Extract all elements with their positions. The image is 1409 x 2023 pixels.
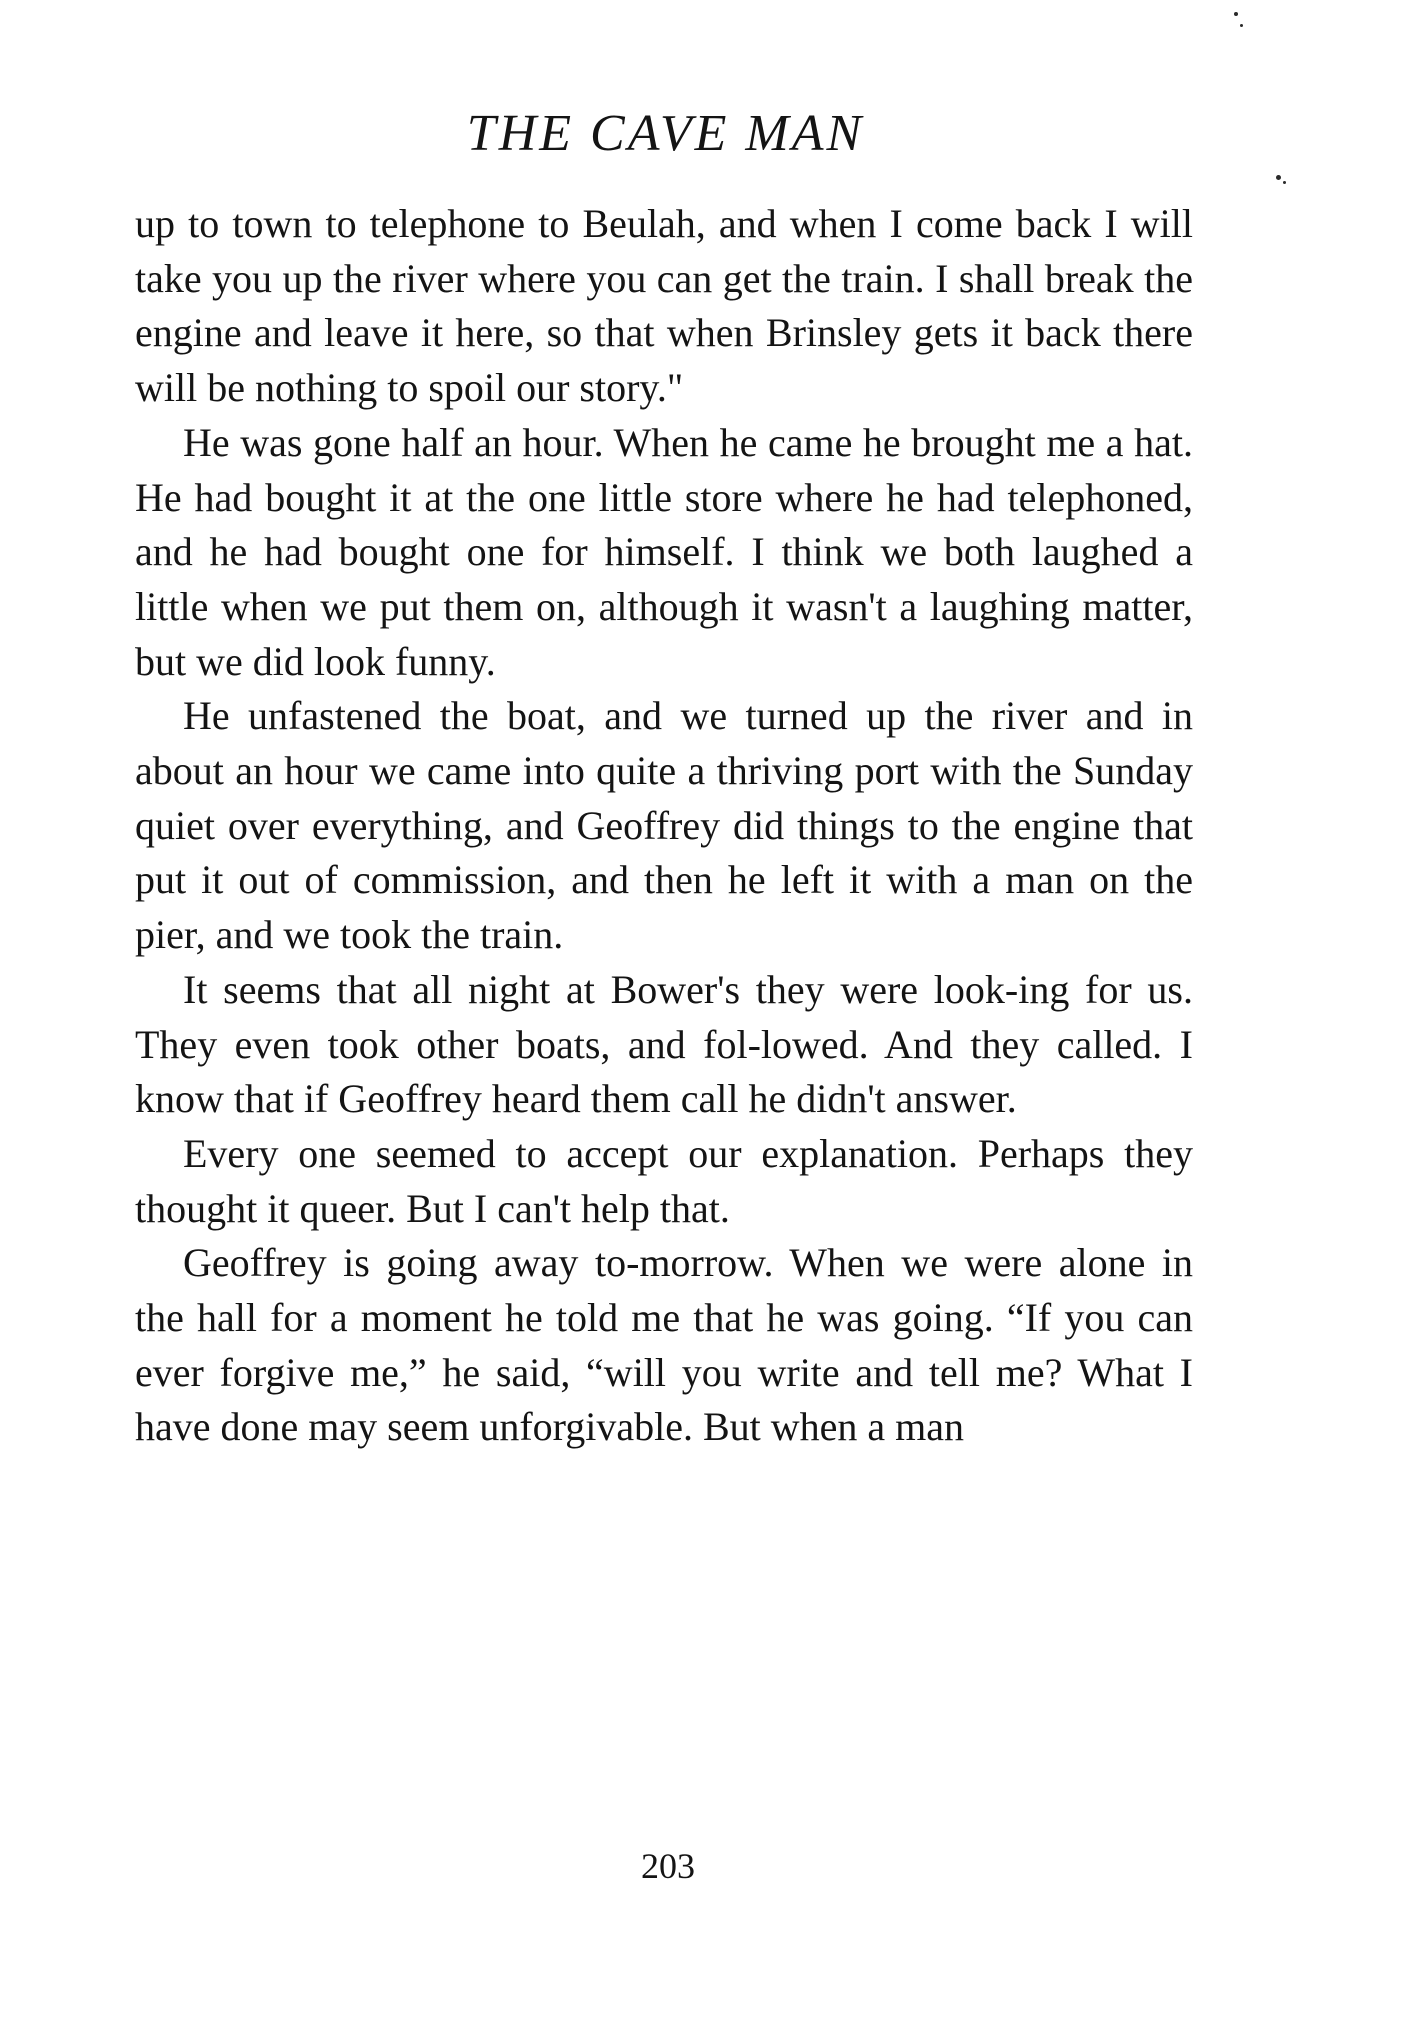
paragraph: He unfastened the boat, and we turned up the river and in about an hour we came into quite a thriving port with the Sunday quiet over everything, and Geoffrey did things to the engine that put it out of commission, and then he left it with a man on the pier, and we took the train. — [135, 693, 1193, 958]
paragraph: Every one seemed to accept our explanation. Perhaps they thought it queer. But I can't help that. — [135, 1130, 1193, 1231]
scan-speck — [1234, 12, 1238, 16]
body-text — [135, 197, 1193, 1455]
paragraph: It seems that all night at Bower's they were look-ing for us. They even took other boats, and fol-lowed. And they called. I know that if Geoffrey heard them call he didn't answer. — [135, 966, 1193, 1122]
running-head: THE CAVE MAN — [466, 105, 865, 162]
scan-speck — [1283, 181, 1286, 184]
paragraph: He was gone half an hour. When he came he brought me a hat. He had bought it at the one little store where he had telephoned, and he had bought one for himself. I think we both laughed a little when we put them on, although it wasn't a laughing matter, but we did look funny. — [135, 419, 1193, 684]
paragraph-continued: up to town to telephone to Beulah, and when I come back I will take you up the river where you can get the train. I shall break the engine and leave it here, so that when Brinsley gets it back there will be nothing to spoil our story." — [135, 201, 1193, 411]
scan-speck — [1276, 175, 1281, 180]
paragraph: Geoffrey is going away to-morrow. When we were alone in the hall for a moment he told me that he was going. “If you can ever forgive me,” he said, “will you write and tell me? What I have done may seem unforgivable. But when a man — [135, 1240, 1193, 1450]
page-number: 203 — [641, 1846, 695, 1886]
scan-speck — [1240, 24, 1243, 27]
